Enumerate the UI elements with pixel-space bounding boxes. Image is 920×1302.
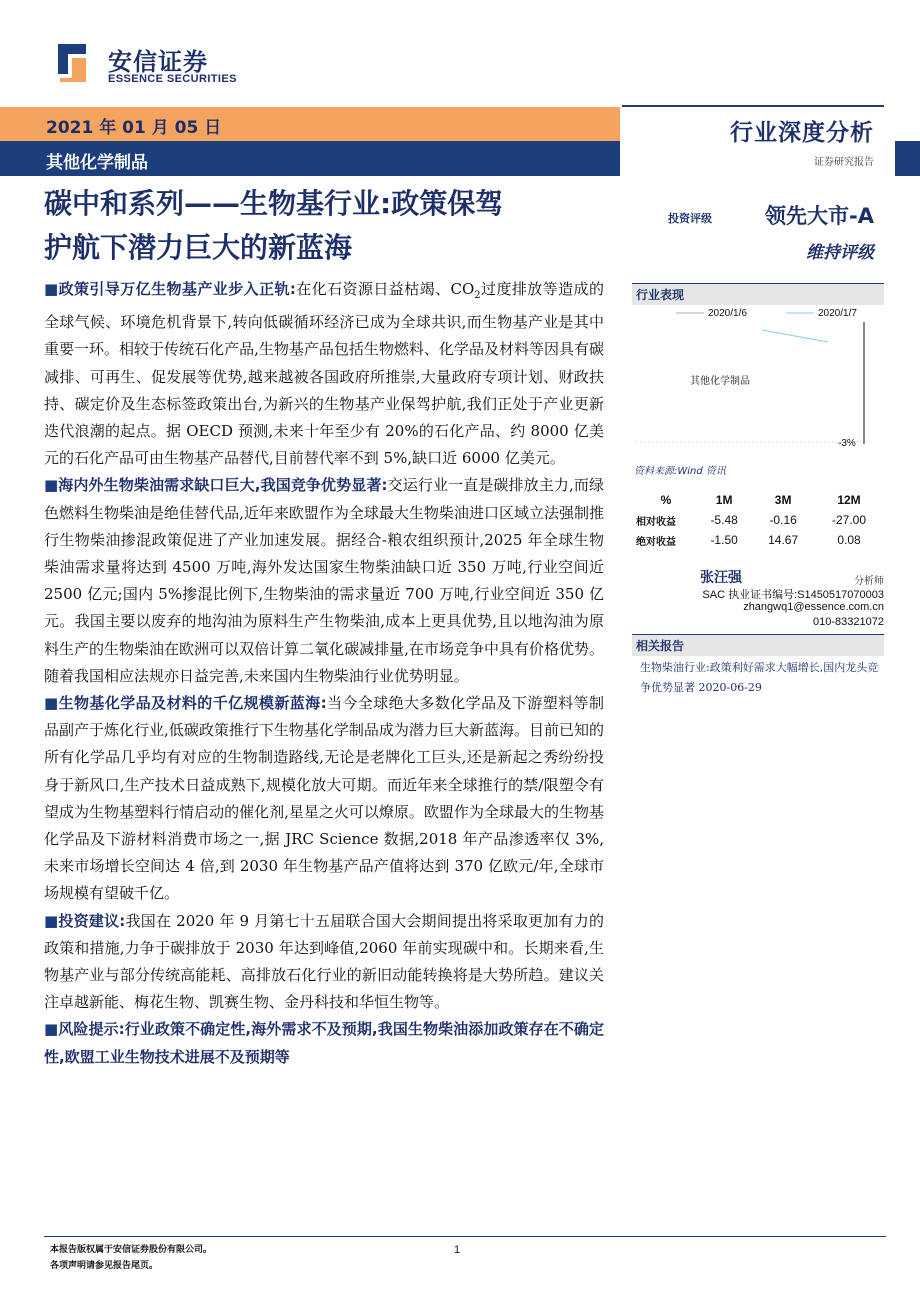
performance-chart <box>632 302 884 462</box>
legend-label-1: 2020/1/6 <box>708 308 747 319</box>
logo-mark-icon <box>52 40 92 86</box>
table-header: % <box>660 493 672 507</box>
legend-label-2: 2020/1/7 <box>818 308 857 319</box>
paragraph-investment <box>44 908 604 1017</box>
industry-name: 其他化学制品 <box>46 153 148 173</box>
footer-line-1: 本报告版权属于安信证券股份有限公司。 <box>50 1245 213 1255</box>
brand-en: ESSENCE SECURITIES <box>108 73 237 85</box>
bullet-icon: ■ <box>44 280 59 298</box>
paragraph-text: 过度排放等造成的全球气候、环境危机背景下,转向低碳循环经济已成为全球共识,而生物基产业是其中重要一环。相较于传统石化产品,生物基产品包括生物燃料、化学品及材料等因具有碳减排、可再生、促发展等优势,越来越被各国政府所推崇,大量政府专项计划、财政扶持、碳定价及生态标签政策出台,为新兴的生物基产业保驾护航,我们正处于产业更新迭代浪潮的起点。据 OECD 预测,未来十年至少有 20%的石化产品、约 8000 亿美元的石化产品可由生物基产品替代,目前替代率不到 5%,缺口近 6000 亿美元。 <box>44 280 604 468</box>
related-heading: 相关报告 <box>632 634 884 656</box>
bullet-icon: ■ <box>44 1020 59 1039</box>
category-label: 其他化学制品 <box>690 376 750 387</box>
row-label: 相对收益 <box>636 516 676 528</box>
table-header: 3M <box>774 493 792 507</box>
rating-label: 投资评级 <box>668 212 712 225</box>
header-tab <box>895 141 920 176</box>
footer-line-2: 各项声明请参见报告尾页。 <box>50 1261 159 1271</box>
related-report[interactable]: 生物柴油行业:政策利好需求大幅增长,国内龙头竞争优势显著 2020-06-29 <box>640 661 879 694</box>
analyst-role: 分析师 <box>854 576 884 587</box>
report-subtype: 证券研究报告 <box>814 157 874 168</box>
analyst-email[interactable]: zhangwq1@essence.com.cn <box>743 601 884 613</box>
paragraph-policy <box>44 276 604 472</box>
row-label: 绝对收益 <box>636 536 676 548</box>
table-header: 1M <box>715 493 733 507</box>
brand-cn: 安信证券 <box>108 48 208 76</box>
paragraph-heading: 生物基化学品及材料的千亿规模新蓝海: <box>58 694 327 713</box>
series-line-2 <box>762 330 828 342</box>
chart-source: 资料来源:Wind 资讯 <box>634 466 726 477</box>
footer-disclaimer <box>50 1242 212 1274</box>
bullet-icon: ■ <box>44 911 59 930</box>
rating-status: 维持评级 <box>806 243 874 263</box>
analyst-name: 张汪强 <box>700 570 742 586</box>
report-title <box>44 182 616 270</box>
performance-table <box>636 490 884 550</box>
paragraph-chemicals <box>44 690 604 908</box>
y-tick-label: -3% <box>838 438 856 449</box>
risk-warning: 风险提示:行业政策不确定性,海外需求不及预期,我国生物柴油添加政策存在不确定性,欧盟工业生物技术进展不及预期等 <box>44 1020 604 1066</box>
table-cell: -1.50 <box>710 533 738 547</box>
paragraph-text: 在化石资源日益枯竭、CO <box>295 280 475 298</box>
subscript-text: 2 <box>474 290 481 301</box>
table-cell: -27.00 <box>831 513 867 527</box>
table-row <box>636 530 884 550</box>
table-cell: 14.67 <box>768 533 799 547</box>
analyst-sac: SAC 执业证书编号:S1450517070003 <box>702 589 884 601</box>
table-header-row <box>636 490 884 510</box>
bullet-icon: ■ <box>44 694 59 713</box>
title-line-1: 碳中和系列——生物基行业:政策保驾 <box>44 187 504 220</box>
report-type: 行业深度分析 <box>730 120 874 146</box>
table-cell: -5.48 <box>710 513 738 527</box>
performance-heading: 行业表现 <box>632 283 884 305</box>
company-logo <box>52 40 242 92</box>
paragraph-heading: 政策引导万亿生物基产业步入正轨: <box>58 280 296 298</box>
bullet-icon: ■ <box>44 476 59 495</box>
paragraph-text: 当今全球绝大多数化学品及下游塑料等制品副产于炼化行业,低碳政策推行下生物基化学制品成为潜力巨大新蓝海。目前已知的所有化学品几乎均有对应的生物制造路线,无论是老牌化工巨头,还是新起之秀纷纷投身于新风口,生产技术日益成熟下,规模化放大可期。而近年来全球推行的禁/限塑令有望成为生物基塑料行情启动的催化剂,星星之火可以燎原。欧盟作为全球最大的生物基化学品及下游材料消费市场之一,据 JRC Science 数据,2018 年产品渗透率仅 3%,未来市场增长空间达 4 倍,到 2030 年生物基产品产值将达到 370 亿欧元/年,全球市场规模有望破千亿。 <box>44 694 604 903</box>
paragraph-risk <box>44 1016 604 1070</box>
title-line-2: 护航下潜力巨大的新蓝海 <box>44 231 353 264</box>
paragraph-text: 交运行业一直是碳排放主力,而绿色燃料生物柴油是绝佳替代品,近年来欧盟作为全球最大生物柴油进口区域立法强制推行生物柴油掺混政策促进了产业加速发展。据经合-粮农组织预计,2025 年全球生物柴油需求量将达到 4500 万吨,海外发达国家生物柴油缺口近 350 万吨,行业空间近 2500 亿元;国内 5%掺混比例下,生物柴油的需求量近 700 万吨,行业空间近 350 亿元。我国主要以废弃的地沟油为原料生产生物柴油,成本上更具优势,且以地沟油为原料生产的生物柴油在欧洲可以双倍计算二氧化碳减排量,在市场竞争中具有价格优势。随着我国相应法规亦日益完善,未来国内生物柴油行业优势明显。 <box>44 476 604 685</box>
analyst-phone: 010-83321072 <box>813 616 884 628</box>
rating-value: 领先大市-A <box>765 204 874 228</box>
paragraph-heading: 投资建议: <box>58 911 126 930</box>
report-body <box>44 276 604 1071</box>
table-header: 12M <box>837 493 861 507</box>
paragraph-biodiesel <box>44 472 604 690</box>
table-cell: 0.08 <box>837 533 861 547</box>
header-rule <box>622 105 884 107</box>
footer-rule <box>44 1236 886 1237</box>
table-cell: -0.16 <box>769 513 797 527</box>
paragraph-text: 我国在 2020 年 9 月第七十五届联合国大会期间提出将采取更加有力的政策和措施,力争于碳排放于 2030 年达到峰值,2060 年前实现碳中和。长期来看,生物基产业与部分传统高能耗、高排放石化行业的新旧动能转换将是大势所趋。建议关注卓越新能、梅花生物、凯赛生物、金丹科技和华恒生物等。 <box>44 911 604 1012</box>
page-number: 1 <box>454 1244 461 1256</box>
paragraph-heading: 海内外生物柴油需求缺口巨大,我国竞争优势显著: <box>58 476 388 495</box>
table-row <box>636 510 884 530</box>
report-date: 2021 年 01 月 05 日 <box>46 118 222 138</box>
